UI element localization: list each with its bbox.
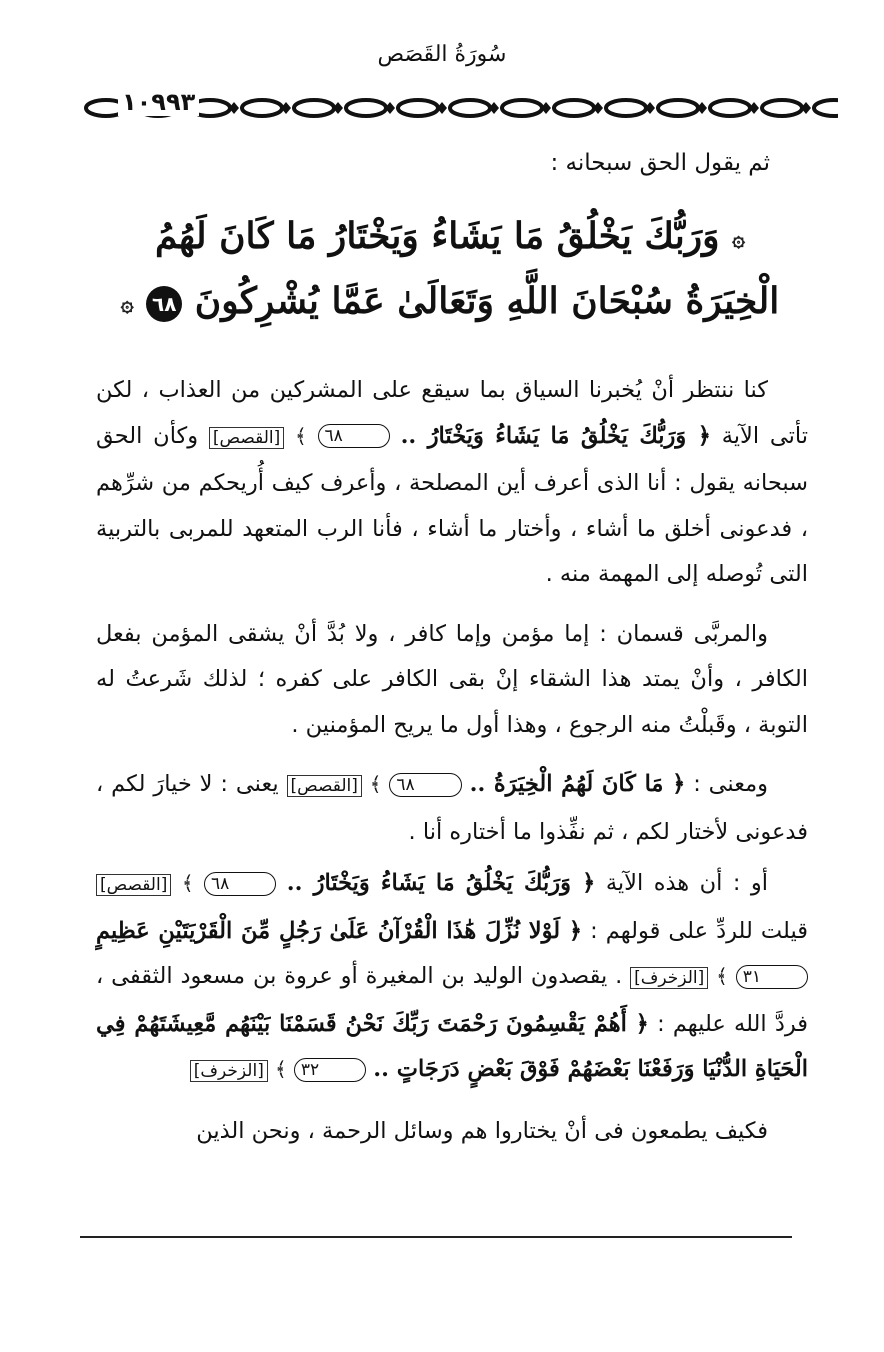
verse-text-2: الْخِيَرَةُ سُبْحَانَ اللَّهِ وَتَعَالَىٰ عَمَّا يُشْرِكُونَ — [194, 280, 780, 322]
chain-diamond-11 — [697, 102, 707, 114]
intro-line: ثم يقول الحق سبحانه : — [550, 150, 770, 176]
verse-number-badge: ٦٨ — [204, 872, 276, 896]
chain-link-11 — [658, 100, 698, 116]
paragraph-text: وكأن الحق سبحانه يقول : أنا الذى أعرف أين المصلحة ، وأعرف كيف أُريحكم من شرِّهم ، فدعونى أخلق ما أشاء ، وأختار ما أشاء ، فأنا الرب المتعهد للمربى بالتربية التى تُوصله إلى المهمة منه . — [96, 422, 808, 587]
paragraph-3 — [96, 762, 808, 855]
verse-close-brace: ﴾ — [275, 1057, 287, 1081]
chain-link-10 — [606, 100, 646, 116]
chain-link-6 — [398, 100, 438, 116]
paragraph-5 — [96, 1109, 808, 1155]
commentary-body — [96, 368, 808, 1168]
paragraph-text: . يقصدون الوليد بن المغيرة أو عروة بن مسعود الثقفى ، فردَّ الله عليهم : — [96, 963, 809, 1037]
paragraph-text: والمربَّى قسمان : إما مؤمن وإما كافر ، ولا بُدَّ أنْ يشقى المؤمن بفعل الكافر ، وأنْ يمتد هذا الشقاء إنْ بقى الكافر على كفره ؛ لذلك شَرعتُ له التوبة ، وقَبلْتُ منه الرجوع ، وهذا أول ما يريح المؤمنين . — [96, 620, 808, 738]
verse-line-1 — [120, 205, 780, 270]
surah-reference: [القصص] — [287, 775, 362, 797]
paragraph-text: أو : أن هذه الآية — [605, 870, 769, 896]
quran-verse-block — [120, 205, 780, 335]
chain-diamond-13 — [801, 102, 811, 114]
quoted-verse: ﴿ مَا كَانَ لَهُمُ الْخِيَرَةُ .. — [469, 771, 686, 797]
chain-link-8 — [502, 100, 542, 116]
paragraph-text: فكيف يطمعون فى أنْ يختاروا هم وسائل الرحمة ، ونحن الذين — [196, 1117, 768, 1144]
verse-close-brace: ﴾ — [369, 772, 382, 796]
chain-link-13 — [762, 100, 802, 116]
paragraph-text: ومعنى : — [693, 771, 768, 797]
chain-diamond-7 — [489, 102, 499, 114]
paragraph-text: قيلت للردِّ على قولهم : — [590, 917, 809, 944]
surah-reference: [القصص] — [209, 427, 284, 449]
verse-number-badge: ٦٨ — [389, 773, 461, 797]
chain-diamond-8 — [541, 102, 551, 114]
chain-diamond-6 — [437, 102, 447, 114]
chain-diamond-9 — [593, 102, 603, 114]
chain-link-5 — [346, 100, 386, 116]
chain-diamond-2 — [229, 102, 239, 114]
chain-link-12 — [710, 100, 750, 116]
chain-link-14 — [814, 100, 838, 116]
verse-open-ornament-icon: ۞ — [732, 226, 745, 252]
chain-diamond-4 — [333, 102, 343, 114]
verse-number-medallion: ٦٨ — [146, 286, 182, 322]
paragraph-text: يعنى : لا خيارَ لكم ، فدعونى لأختار لكم ، ثم نفِّذوا ما أختاره أنا . — [96, 771, 808, 845]
paragraph-1 — [96, 368, 808, 598]
footer-rule — [80, 1236, 792, 1238]
quoted-verse: ﴿ لَوْلا نُزِّلَ هَٰذَا الْقُرْآنُ عَلَىٰ رَجُلٍ مِّنَ الْقَرْيَتَيْنِ عَظِيمٍ — [96, 917, 583, 944]
chain-link-3 — [242, 100, 282, 116]
quoted-verse: ﴿ وَرَبُّكَ يَخْلُقُ مَا يَشَاءُ وَيَخْتَارُ .. — [400, 422, 711, 449]
verse-number-badge: ٣١ — [736, 965, 808, 989]
surah-reference: [الزخرف] — [630, 967, 708, 989]
verse-text-1: وَرَبُّكَ يَخْلُقُ مَا يَشَاءُ وَيَخْتَارُ مَا كَانَ لَهُمُ — [155, 215, 720, 257]
chain-diamond-12 — [749, 102, 759, 114]
chain-link-4 — [294, 100, 334, 116]
chain-link-7 — [450, 100, 490, 116]
quoted-verse: ﴿ أَهُمْ يَقْسِمُونَ رَحْمَتَ رَبِّكَ نَحْنُ قَسَمْنَا بَيْنَهُم مَّعِيشَتَهُمْ فِي الْحَيَاةِ الدُّنْيَا وَرَفَعْنَا بَعْضَهُمْ فَوْقَ بَعْضٍ دَرَجَاتٍ .. — [96, 1010, 808, 1082]
chain-diamond-10 — [645, 102, 655, 114]
verse-close-brace: ﴾ — [181, 871, 194, 895]
verse-number-badge: ٣٢ — [294, 1058, 366, 1082]
paragraph-4 — [96, 861, 808, 1095]
surah-reference: [الزخرف] — [190, 1060, 268, 1082]
chain-link-9 — [554, 100, 594, 116]
verse-close-brace: ﴾ — [716, 964, 728, 988]
verse-close-ornament-icon: ۞ — [120, 291, 134, 317]
verse-line-2 — [120, 270, 780, 335]
verse-number-badge: ٦٨ — [318, 424, 390, 448]
quoted-verse: ﴿ وَرَبُّكَ يَخْلُقُ مَا يَشَاءُ وَيَخْتَارُ .. — [286, 870, 596, 896]
surah-title: سُورَةُ القَصَص — [377, 42, 507, 67]
page-number: ١٠٩٩٣ — [118, 88, 199, 116]
chain-diamond-5 — [385, 102, 395, 114]
verse-close-brace: ﴾ — [295, 423, 307, 448]
paragraph-text: كنا ننتظر أنْ يُخبرنا السياق بما سيقع على المشركين من العذاب ، لكن تأتى الآية — [96, 377, 809, 449]
chain-diamond-3 — [281, 102, 291, 114]
surah-reference: [القصص] — [96, 874, 171, 896]
paragraph-2 — [96, 612, 808, 749]
